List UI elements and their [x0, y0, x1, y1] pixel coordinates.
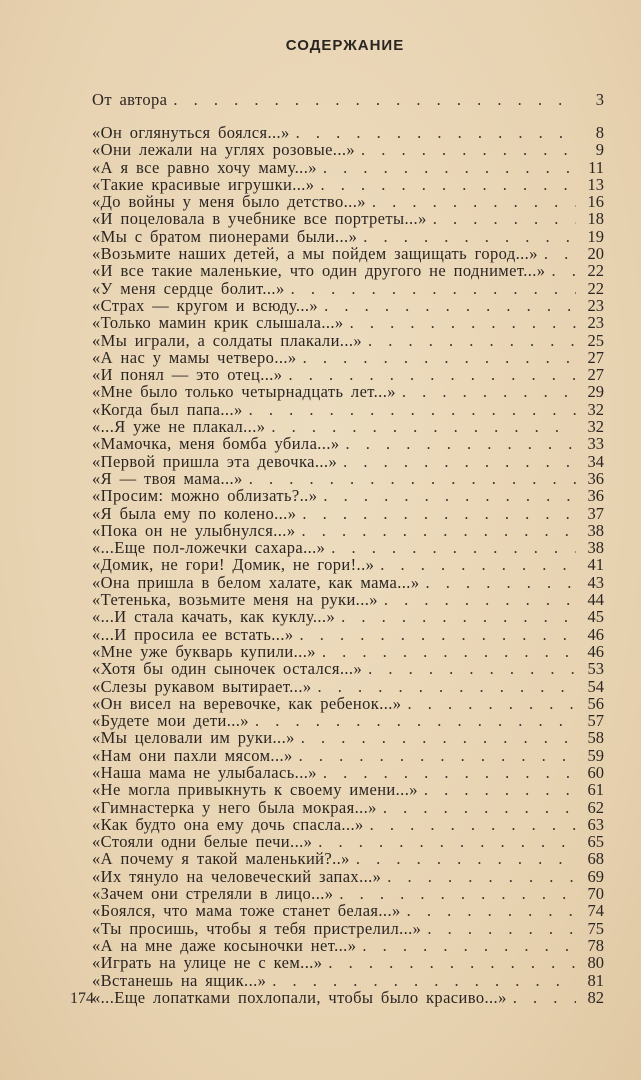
- dot-leader: [361, 141, 576, 158]
- entry-page: 22: [587, 261, 604, 281]
- entry-title: «Первой пришла эта девочка...»: [92, 451, 338, 471]
- dot-leader: [544, 245, 576, 262]
- dot-leader: [383, 799, 576, 816]
- dot-leader: [323, 487, 576, 504]
- entry-page: 38: [587, 538, 604, 558]
- toc-entry: [92, 626, 604, 643]
- entry-page: 38: [587, 520, 604, 540]
- dot-leader: [407, 695, 576, 712]
- entry-title: «Я — твоя мама...»: [92, 468, 243, 488]
- entry-page: 27: [587, 365, 604, 385]
- entry-title: «И все такие маленькие, что один другого не поднимет...»: [92, 261, 546, 281]
- dot-leader: [301, 729, 576, 746]
- dot-leader: [249, 470, 576, 487]
- entry-title: «Слезы рукавом вытирает...»: [92, 676, 312, 696]
- dot-leader: [551, 262, 576, 279]
- entry-title: «А я все равно хочу маму...»: [92, 157, 317, 177]
- dot-leader: [407, 902, 576, 919]
- toc-entry: [92, 366, 604, 383]
- toc-entry: [92, 453, 604, 470]
- entry-page: 44: [587, 590, 604, 610]
- author-entry-block: [92, 91, 604, 108]
- dot-leader: [368, 332, 576, 349]
- entry-title: «А почему я такой маленький?..»: [92, 849, 350, 869]
- entry-title: «Как будто она ему дочь спасла...»: [92, 814, 364, 834]
- toc-entry: [92, 954, 604, 971]
- toc-entry: [92, 972, 604, 989]
- entry-page: 58: [587, 728, 604, 748]
- dot-leader: [356, 850, 576, 867]
- dot-leader: [296, 124, 576, 141]
- toc-entry: [92, 781, 604, 798]
- toc-entry: [92, 833, 604, 850]
- entry-title: «Я была ему по колено...»: [92, 503, 297, 523]
- entry-page: 20: [587, 244, 604, 264]
- toc-entry: [92, 297, 604, 314]
- toc-entry: [92, 678, 604, 695]
- entry-title: «До войны у меня было детство...»: [92, 192, 366, 212]
- entry-page: 74: [587, 901, 604, 921]
- toc-entry: [92, 643, 604, 660]
- dot-leader: [402, 383, 576, 400]
- entry-title: «И понял — это отец...»: [92, 365, 283, 385]
- toc-entry: [92, 314, 604, 331]
- toc-entries: [92, 124, 604, 1006]
- dot-leader: [427, 920, 576, 937]
- entry-page: 43: [587, 572, 604, 592]
- dot-leader: [318, 678, 576, 695]
- dot-leader: [425, 574, 576, 591]
- entry-page: 56: [587, 693, 604, 713]
- entry-title: «Когда был папа...»: [92, 399, 243, 419]
- toc-entry: [92, 539, 604, 556]
- entry-title: «А нас у мамы четверо...»: [92, 347, 297, 367]
- toc-entry: [92, 747, 604, 764]
- page-title: СОДЕРЖАНИЕ: [285, 37, 405, 54]
- toc-entry: [92, 799, 604, 816]
- entry-title: «Он висел на веревочке, как ребенок...»: [92, 693, 402, 713]
- dot-leader: [368, 660, 576, 677]
- dot-leader: [372, 193, 576, 210]
- entry-title: «...И стала качать, как куклу...»: [92, 607, 336, 627]
- entry-title: «Мы целовали им руки...»: [92, 728, 295, 748]
- entry-title: «Будете мои дети...»: [92, 711, 249, 731]
- toc-entry: [92, 591, 604, 608]
- toc-entry: [92, 487, 604, 504]
- toc-entry: [92, 435, 604, 452]
- entry-title: «...Еще лопатками похлопали, чтобы было красиво...»: [92, 987, 507, 1007]
- entry-page: 13: [587, 174, 604, 194]
- dot-leader: [384, 591, 576, 608]
- entry-title: «Тетенька, возьмите меня на руки...»: [92, 590, 378, 610]
- dot-leader: [320, 176, 576, 193]
- dot-leader: [346, 435, 576, 452]
- entry-title: «Наша мама не улыбалась...»: [92, 762, 317, 782]
- entry-title: «Ты просишь, чтобы я тебя пристрелил...»: [92, 918, 422, 938]
- entry-page: 3: [595, 90, 604, 109]
- entry-title: «Возьмите наших детей, а мы пойдем защищать город...»: [92, 244, 538, 264]
- toc-entry: [92, 176, 604, 193]
- toc-entry: [92, 920, 604, 937]
- toc-entry: [92, 885, 604, 902]
- toc-entry: [92, 816, 604, 833]
- entry-page: 23: [587, 295, 604, 315]
- entry-title: «Страх — кругом и всюду...»: [92, 295, 319, 315]
- entry-title: «У меня сердце болит...»: [92, 278, 285, 298]
- dot-leader: [343, 453, 576, 470]
- dot-leader: [350, 314, 576, 331]
- entry-page: 61: [587, 780, 604, 800]
- entry-page: 37: [587, 503, 604, 523]
- toc-entry: [92, 332, 604, 349]
- toc-entry: [92, 729, 604, 746]
- toc-entry: [92, 608, 604, 625]
- dot-leader: [291, 280, 576, 297]
- toc-entry: [92, 712, 604, 729]
- toc-entry: [92, 210, 604, 227]
- entry-title: «...И просила ее встать...»: [92, 624, 294, 644]
- entry-title: От автора: [92, 90, 168, 109]
- toc-entry: [92, 470, 604, 487]
- entry-page: 29: [587, 382, 604, 402]
- dot-leader: [323, 764, 576, 781]
- entry-page: 75: [587, 918, 604, 938]
- entry-page: 70: [587, 884, 604, 904]
- toc-entry: [92, 695, 604, 712]
- dot-leader: [173, 91, 576, 108]
- dot-leader: [341, 608, 576, 625]
- dot-leader: [331, 539, 576, 556]
- entry-page: 16: [587, 192, 604, 212]
- entry-page: 46: [587, 624, 604, 644]
- dot-leader: [513, 989, 576, 1006]
- entry-title: «Он оглянуться боялся...»: [92, 123, 290, 142]
- page-number: 174: [70, 990, 94, 1007]
- dot-leader: [362, 937, 576, 954]
- entry-page: 69: [587, 866, 604, 886]
- entry-page: 11: [588, 157, 604, 177]
- toc-entry: [92, 349, 604, 366]
- entry-page: 23: [587, 313, 604, 333]
- entry-title: «Стояли одни белые печи...»: [92, 832, 313, 852]
- entry-page: 19: [587, 226, 604, 246]
- dot-leader: [303, 349, 576, 366]
- entry-page: 46: [587, 641, 604, 661]
- dot-leader: [322, 643, 576, 660]
- entry-page: 25: [587, 330, 604, 350]
- entry-title: «Просим: можно облизать?..»: [92, 486, 318, 506]
- dot-leader: [380, 556, 576, 573]
- entry-page: 54: [587, 676, 604, 696]
- entry-title: «Мы играли, а солдаты плакали...»: [92, 330, 363, 350]
- entry-page: 53: [587, 659, 604, 679]
- dot-leader: [249, 401, 576, 418]
- entry-page: 22: [587, 278, 604, 298]
- entry-page: 65: [587, 832, 604, 852]
- toc-entry: [92, 660, 604, 677]
- entry-page: 9: [595, 140, 604, 160]
- entry-title: «Хотя бы один сыночек остался...»: [92, 659, 363, 679]
- dot-leader: [302, 505, 576, 522]
- dot-leader: [271, 418, 576, 435]
- toc-entry: [92, 850, 604, 867]
- toc-entry: [92, 868, 604, 885]
- entry-title: «А на мне даже косыночки нет...»: [92, 935, 357, 955]
- entry-title: «И поцеловала в учебнике все портреты...»: [92, 209, 427, 229]
- toc-entry: [92, 505, 604, 522]
- entry-page: 68: [587, 849, 604, 869]
- entry-page: 8: [595, 123, 604, 142]
- entry-title: «Зачем они стреляли в лицо...»: [92, 884, 334, 904]
- entry-title: «Играть на улице не с кем...»: [92, 953, 323, 973]
- toc-entry: [92, 764, 604, 781]
- dot-leader: [433, 210, 576, 227]
- dot-leader: [328, 954, 576, 971]
- dot-leader: [255, 712, 576, 729]
- entry-title: «Нам они пахли мясом...»: [92, 745, 293, 765]
- entry-page: 81: [587, 970, 604, 990]
- entry-page: 36: [587, 486, 604, 506]
- dot-leader: [324, 297, 576, 314]
- entry-page: 63: [587, 814, 604, 834]
- entry-page: 62: [587, 797, 604, 817]
- entry-page: 32: [587, 399, 604, 419]
- entry-title: «Боялся, что мама тоже станет белая...»: [92, 901, 401, 921]
- toc-entry: [92, 193, 604, 210]
- entry-title: «Пока он не улыбнулся...»: [92, 520, 296, 540]
- entry-page: 60: [587, 762, 604, 782]
- entry-page: 32: [587, 417, 604, 437]
- toc-entry: [92, 228, 604, 245]
- dot-leader: [299, 747, 576, 764]
- entry-page: 41: [587, 555, 604, 575]
- dot-leader: [370, 816, 576, 833]
- entry-title: «...Еще пол-ложечки сахара...»: [92, 538, 326, 558]
- entry-page: 59: [587, 745, 604, 765]
- entry-title: «Мы с братом пионерами были...»: [92, 226, 358, 246]
- entry-page: 36: [587, 468, 604, 488]
- entry-title: «Не могла привыкнуть к своему имени...»: [92, 780, 418, 800]
- dot-leader: [363, 228, 576, 245]
- dot-leader: [387, 868, 576, 885]
- toc-entry: [92, 280, 604, 297]
- entry-title: «Она пришла в белом халате, как мама...»: [92, 572, 420, 592]
- toc-entry: [92, 937, 604, 954]
- toc-entry: [92, 902, 604, 919]
- entry-title: «Такие красивые игрушки...»: [92, 174, 315, 194]
- entry-page: 80: [587, 953, 604, 973]
- entry-page: 18: [587, 209, 604, 229]
- entry-title: «Их тянуло на человеческий запах...»: [92, 866, 382, 886]
- entry-title: «Мамочка, меня бомба убила...»: [92, 434, 340, 454]
- entry-title: «Гимнастерка у него была мокрая...»: [92, 797, 377, 817]
- toc-entry: [92, 262, 604, 279]
- toc-entry-author: [92, 91, 604, 108]
- toc-entry: [92, 418, 604, 435]
- entry-page: 27: [587, 347, 604, 367]
- entry-title: «Встанешь на ящик...»: [92, 970, 267, 990]
- entry-title: «...Я уже не плакал...»: [92, 417, 266, 437]
- entry-page: 45: [587, 607, 604, 627]
- toc-entry: [92, 989, 604, 1006]
- toc-entry: [92, 556, 604, 573]
- toc-entry: [92, 245, 604, 262]
- toc-entry: [92, 401, 604, 418]
- dot-leader: [272, 972, 576, 989]
- entry-page: 34: [587, 451, 604, 471]
- toc-entry: [92, 383, 604, 400]
- toc-entry: [92, 124, 604, 141]
- entry-page: 33: [587, 434, 604, 454]
- dot-leader: [339, 885, 576, 902]
- toc-entry: [92, 574, 604, 591]
- toc-entry: [92, 159, 604, 176]
- dot-leader: [301, 522, 576, 539]
- toc-entry: [92, 522, 604, 539]
- dot-leader: [300, 626, 576, 643]
- entry-title: «Только мамин крик слышала...»: [92, 313, 344, 333]
- entry-page: 82: [587, 987, 604, 1007]
- entry-page: 78: [587, 935, 604, 955]
- entry-title: «Мне уже букварь купили...»: [92, 641, 316, 661]
- toc-entry: [92, 141, 604, 158]
- entry-title: «Они лежали на углях розовые...»: [92, 140, 356, 160]
- entry-title: «Домик, не гори! Домик, не гори!..»: [92, 555, 375, 575]
- entry-title: «Мне было только четырнадцать лет...»: [92, 382, 396, 402]
- entry-page: 57: [587, 711, 604, 731]
- dot-leader: [318, 833, 576, 850]
- dot-leader: [424, 781, 576, 798]
- dot-leader: [323, 159, 576, 176]
- dot-leader: [288, 366, 576, 383]
